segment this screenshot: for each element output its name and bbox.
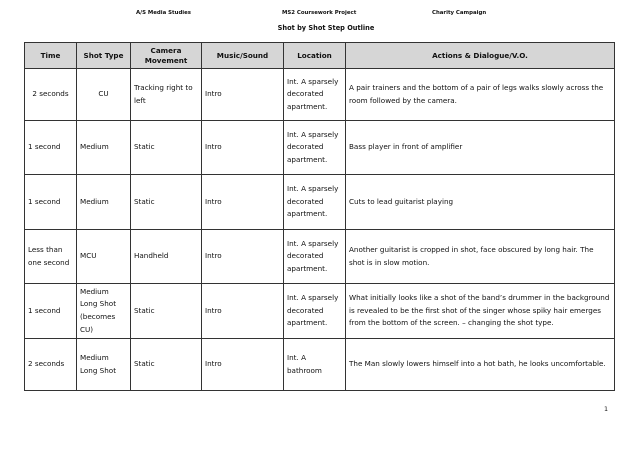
col-header-actions: Actions & Dialogue/V.O.: [346, 43, 615, 69]
table-row: [25, 175, 615, 230]
cell-camera: Tracking right to left: [131, 69, 202, 121]
cell-action: Bass player in front of amplifier: [346, 121, 615, 175]
cell-shot-type: CU: [77, 69, 131, 121]
cell-time: 2 seconds: [25, 339, 77, 391]
table-row: [25, 339, 615, 391]
cell-time: 1 second: [25, 121, 77, 175]
cell-location: Int. A bathroom: [284, 339, 346, 391]
cell-music: Intro: [202, 175, 284, 230]
cell-music: Intro: [202, 284, 284, 339]
cell-time: 1 second: [25, 284, 77, 339]
cell-camera: Static: [131, 284, 202, 339]
header-course: A/S Media Studies: [136, 10, 192, 16]
cell-camera: Handheld: [131, 230, 202, 284]
cell-time: 2 seconds: [25, 69, 77, 121]
cell-shot-type: Medium Long Shot (becomes CU): [77, 284, 131, 339]
cell-action: The Man slowly lowers himself into a hot bath, he looks uncomfortable.: [346, 339, 615, 391]
cell-location: Int. A sparsely decorated apartment.: [284, 230, 346, 284]
cell-location: Int. A sparsely decorated apartment.: [284, 121, 346, 175]
cell-music: Intro: [202, 121, 284, 175]
cell-shot-type: MCU: [77, 230, 131, 284]
cell-shot-type: Medium: [77, 121, 131, 175]
cell-music: Intro: [202, 69, 284, 121]
cell-music: Intro: [202, 230, 284, 284]
header-project: MS2 Coursework Project: [282, 10, 357, 16]
page-number: 1: [604, 405, 609, 413]
table-row: [25, 284, 615, 339]
table-row: [25, 121, 615, 175]
cell-camera: Static: [131, 121, 202, 175]
document-title: Shot by Shot Step Outline: [277, 24, 375, 32]
cell-action: What initially looks like a shot of the band’s drummer in the background is revealed to be the first shot of the singer whose spiky hair emerges from the bottom of the screen. – changing the shot type.: [346, 284, 615, 339]
cell-camera: Static: [131, 339, 202, 391]
cell-shot-type: Medium Long Shot: [77, 339, 131, 391]
cell-time: Less than one second: [25, 230, 77, 284]
col-header-camera-movement: Camera Movement: [131, 43, 202, 69]
col-header-music-sound: Music/Sound: [202, 43, 284, 69]
cell-location: Int. A sparsely decorated apartment.: [284, 69, 346, 121]
col-header-shot-type: Shot Type: [77, 43, 131, 69]
table-row: [25, 230, 615, 284]
cell-music: Intro: [202, 339, 284, 391]
table-row: [25, 69, 615, 121]
cell-time: 1 second: [25, 175, 77, 230]
cell-action: A pair trainers and the bottom of a pair of legs walks slowly across the room followed by the camera.: [346, 69, 615, 121]
cell-shot-type: Medium: [77, 175, 131, 230]
col-header-location: Location: [284, 43, 346, 69]
cell-action: Another guitarist is cropped in shot, face obscured by long hair. The shot is in slow motion.: [346, 230, 615, 284]
header-campaign: Charity Campaign: [432, 10, 487, 16]
cell-location: Int. A sparsely decorated apartment.: [284, 175, 346, 230]
shot-outline-table: [24, 42, 615, 391]
cell-location: Int. A sparsely decorated apartment.: [284, 284, 346, 339]
cell-action: Cuts to lead guitarist playing: [346, 175, 615, 230]
cell-camera: Static: [131, 175, 202, 230]
col-header-time: Time: [25, 43, 77, 69]
table-header-row: [25, 43, 615, 69]
